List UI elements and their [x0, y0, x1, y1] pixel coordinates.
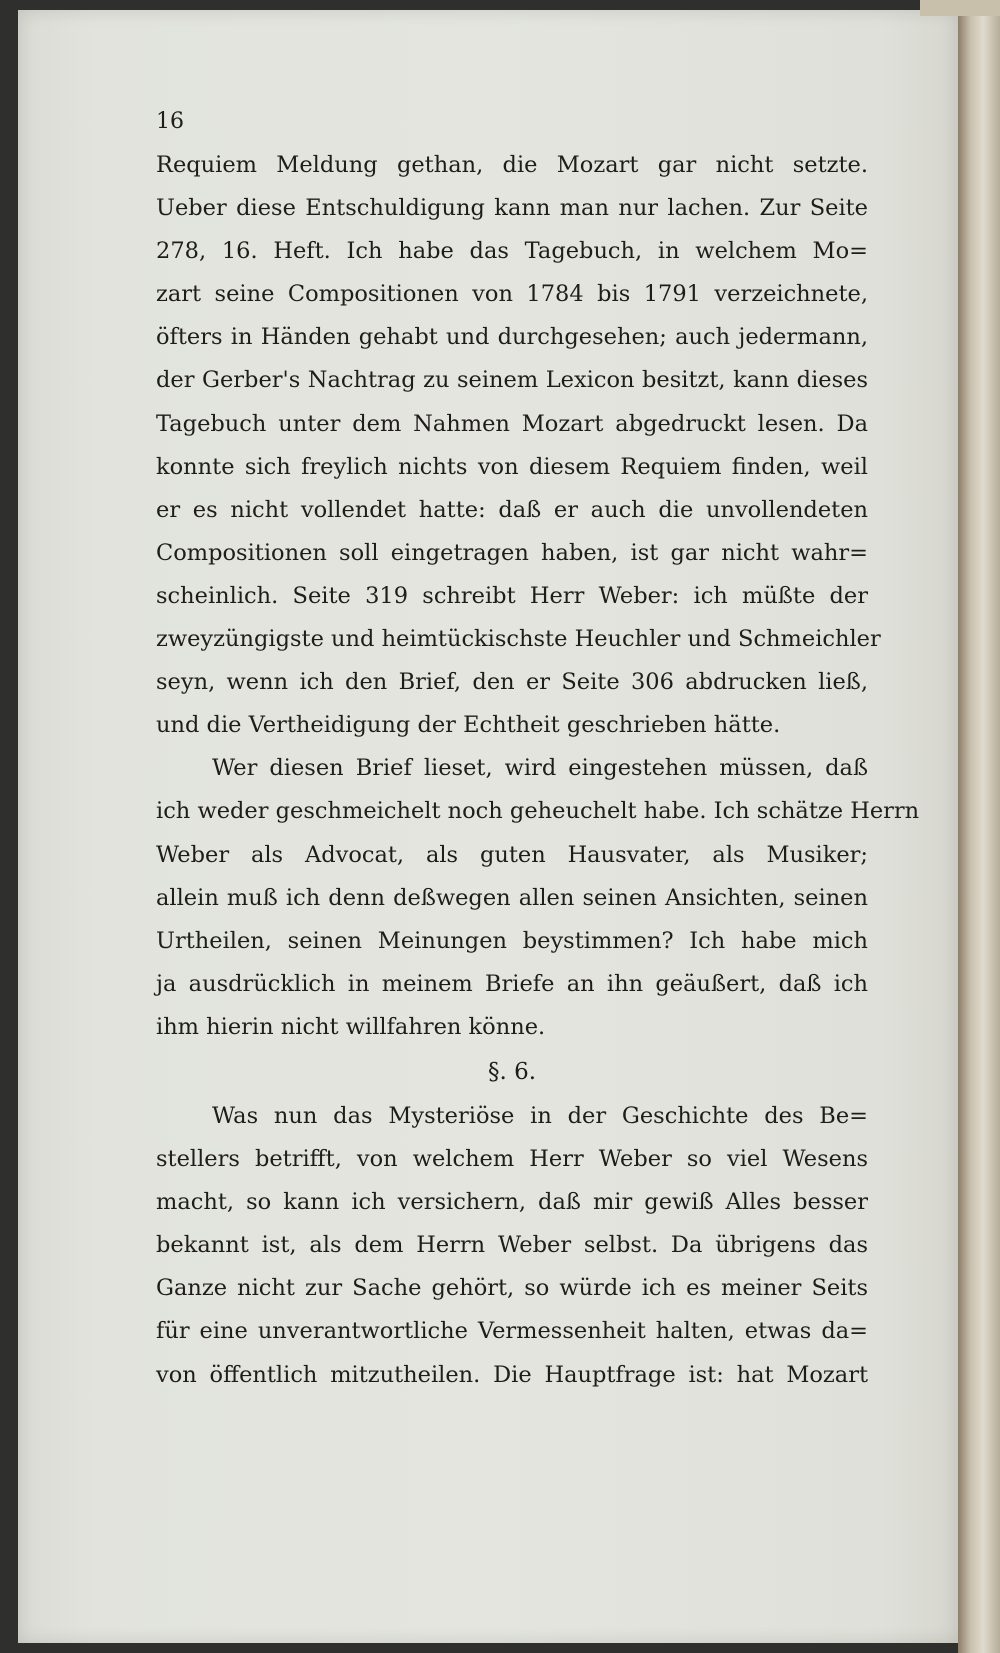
- text-line: Ganze nicht zur Sache gehört, so würde ich es meiner Seits: [156, 1275, 868, 1302]
- text-line: Urtheilen, seinen Meinungen beystimmen? Ich habe mich: [156, 927, 868, 954]
- text-line: scheinlich. Seite 319 schreibt Herr Weber: ich müßte der: [156, 582, 868, 609]
- paragraph-2: [156, 747, 920, 1049]
- text-line: Weber als Advocat, als guten Hausvater, als Musiker;: [156, 841, 868, 868]
- page-text: [156, 100, 920, 1397]
- text-line: öfters in Händen gehabt und durchgesehen; auch jedermann,: [156, 324, 868, 351]
- text-line: Compositionen soll eingetragen haben, ist gar nicht wahr=: [156, 539, 868, 566]
- text-line: ja ausdrücklich in meinem Briefe an ihn geäußert, daß ich: [156, 970, 868, 997]
- paragraph-1: [156, 144, 881, 747]
- page-number: 16: [156, 109, 184, 134]
- text-line: bekannt ist, als dem Herrn Weber selbst. Da übrigens das: [156, 1232, 868, 1259]
- paragraph-3: [156, 1095, 868, 1397]
- page-corner: [920, 0, 1000, 16]
- text-line: er es nicht vollendet hatte: daß er auch die unvollendeten: [156, 496, 868, 523]
- text-line: Tagebuch unter dem Nahmen Mozart abgedruckt lesen. Da: [156, 410, 868, 437]
- text-line: der Gerber's Nachtrag zu seinem Lexicon besitzt, kann dieses: [156, 367, 868, 394]
- text-line: macht, so kann ich versichern, daß mir gewiß Alles besser: [156, 1189, 868, 1216]
- text-line: Requiem Meldung gethan, die Mozart gar nicht setzte.: [156, 152, 868, 178]
- text-line: und die Vertheidigung der Echtheit geschrieben hätte.: [156, 712, 781, 739]
- text-line: konnte sich freylich nichts von diesem Requiem finden, weil: [156, 453, 868, 480]
- text-line: seyn, wenn ich den Brief, den er Seite 306 abdrucken ließ,: [156, 669, 868, 696]
- text-line: ich weder geschmeichelt noch geheuchelt habe. Ich schätze Herrn: [156, 798, 920, 825]
- text-line: zweyzüngigste und heimtückischste Heuchler und Schmeichler: [156, 626, 881, 653]
- next-page-edge: [958, 0, 1000, 1653]
- section-heading: §. 6.: [487, 1058, 537, 1085]
- text-line: Wer diesen Brief lieset, wird eingestehen müssen, daß: [212, 755, 868, 782]
- text-line: ihm hierin nicht willfahren könne.: [156, 1013, 546, 1040]
- text-line: von öffentlich mitzutheilen. Die Hauptfrage ist: hat Mozart: [156, 1361, 868, 1388]
- text-line: zart seine Compositionen von 1784 bis 1791 verzeichnete,: [156, 281, 868, 308]
- text-line: 278, 16. Heft. Ich habe das Tagebuch, in welchem Mo=: [156, 238, 868, 265]
- text-line: allein muß ich denn deßwegen allen seinen Ansichten, seinen: [156, 884, 868, 911]
- text-line: Ueber diese Entschuldigung kann man nur lachen. Zur Seite: [156, 195, 868, 222]
- text-line: stellers betrifft, von welchem Herr Weber so viel Wesens: [156, 1146, 868, 1173]
- text-line: für eine unverantwortliche Vermessenheit halten, etwas da=: [156, 1318, 868, 1345]
- text-line: Was nun das Mysteriöse in der Geschichte des Be=: [212, 1102, 868, 1129]
